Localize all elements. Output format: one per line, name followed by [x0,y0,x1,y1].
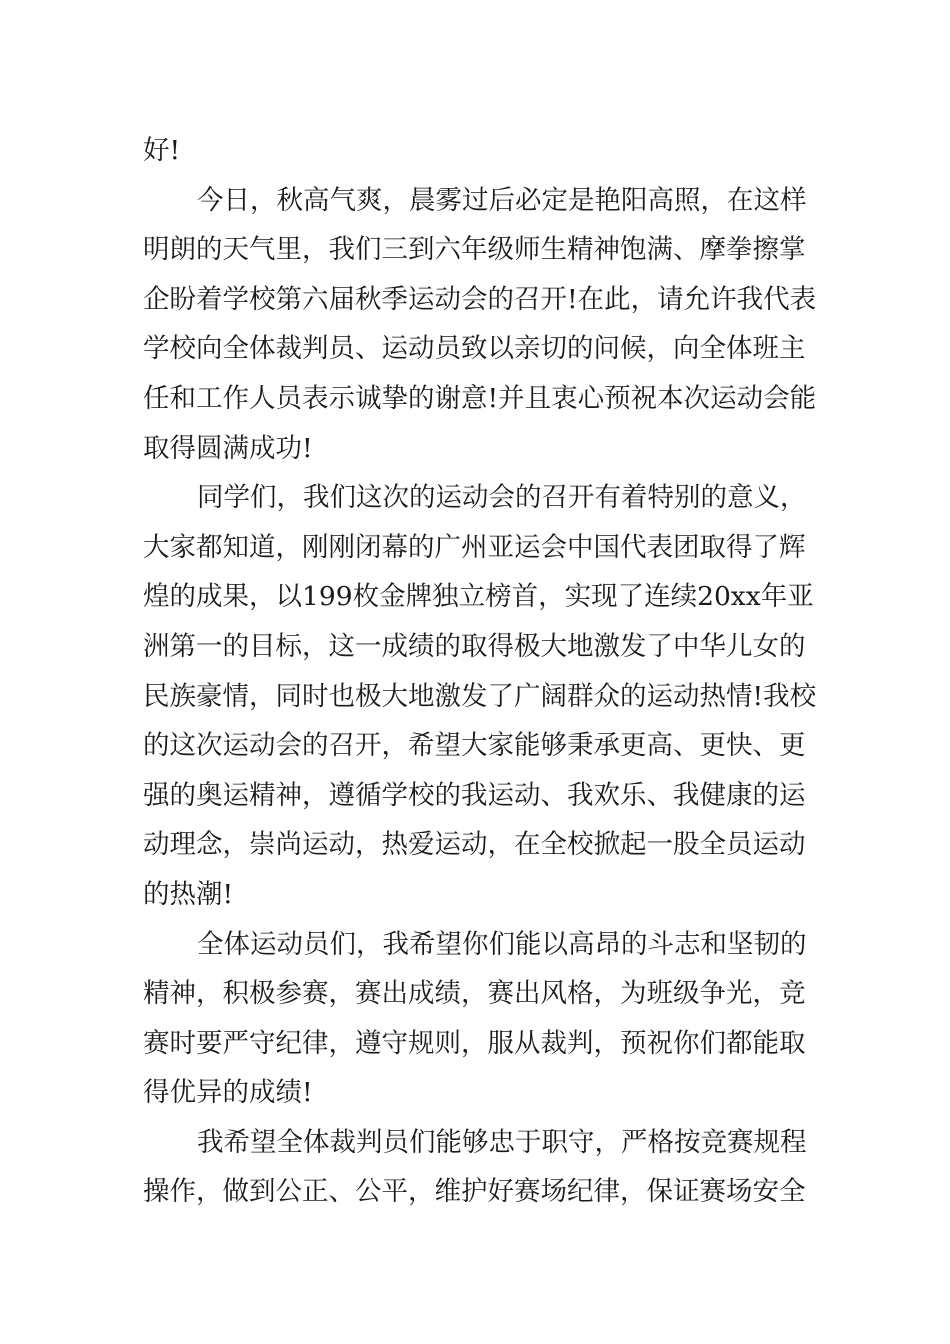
text-line: 民族豪情，同时也极大地激发了广阔群众的运动热情!我校 [143,680,817,712]
text-line: 学校向全体裁判员、运动员致以亲切的问候，向全体班主 [143,333,806,365]
text-line: 企盼着学校第六届秋季运动会的召开!在此，请允许我代表 [143,283,817,315]
text-line: 的热潮! [143,878,234,910]
paragraph-start-line: 同学们，我们这次的运动会的召开有着特别的意义， [197,482,807,514]
text-line: 强的奥运精神，遵循学校的我运动、我欢乐、我健康的运 [143,779,806,811]
text-line: 的这次运动会的召开，希望大家能够秉承更高、更快、更 [143,730,806,762]
paragraph-start-line: 我希望全体裁判员们能够忠于职守，严格按竞赛规程 [197,1126,807,1158]
text-line: 大家都知道，刚刚闭幕的广州亚运会中国代表团取得了辉 [143,531,806,563]
paragraph-start-line: 全体运动员们，我希望你们能以高昂的斗志和坚韧的 [197,928,807,960]
text-line: 洲第一的目标，这一成绩的取得极大地激发了中华儿女的 [143,630,806,662]
paragraph-start-line: 今日，秋高气爽，晨雾过后必定是艳阳高照，在这样 [197,184,807,216]
text-line: 煌的成果，以199枚金牌独立榜首，实现了连续20xx年亚 [143,581,814,613]
text-line: 操作，做到公正、公平，维护好赛场纪律，保证赛场安全 [143,1176,806,1208]
text-line: 赛时要严守纪律，遵守规则，服从裁判，预祝你们都能取 [143,1027,806,1059]
text-line: 精神，积极参赛，赛出成绩，赛出风格，为班级争光，竞 [143,978,806,1010]
text-line: 取得圆满成功! [143,432,313,464]
text-line: 任和工作人员表示诚挚的谢意!并且衷心预祝本次运动会能 [143,382,817,414]
text-line: 动理念，崇尚运动，热爱运动，在全校掀起一股全员运动 [143,829,806,861]
text-line: 明朗的天气里，我们三到六年级师生精神饱满、摩拳擦掌 [143,234,806,266]
text-line: 好! [143,135,181,166]
speech-body [143,126,817,1217]
text-line: 得优异的成绩! [143,1077,313,1109]
